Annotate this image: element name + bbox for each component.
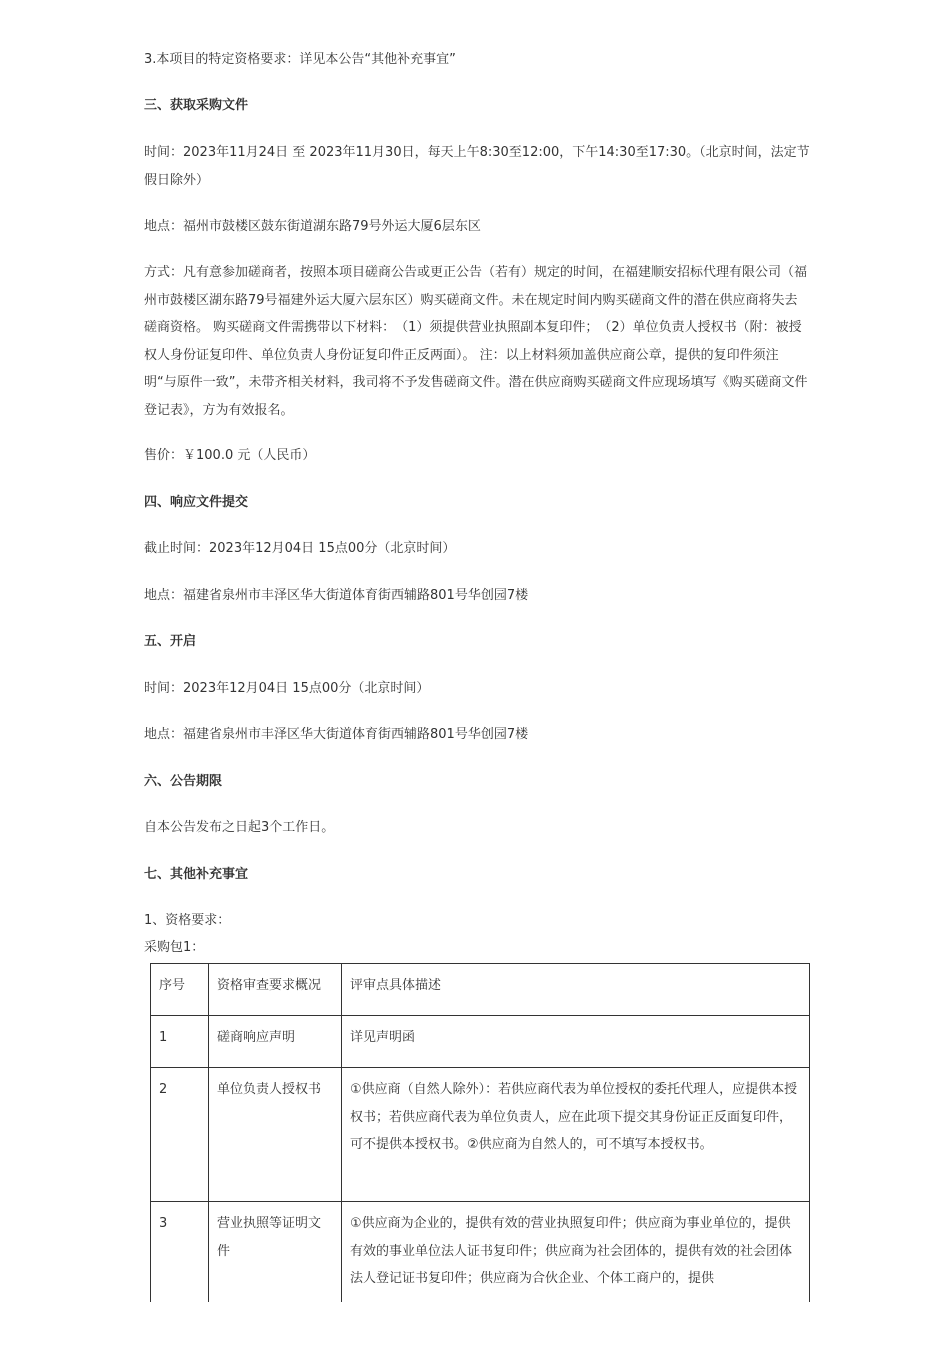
section-4-deadline: 截止时间：2023年12月04日 15点00分（北京时间） (144, 541, 456, 556)
table-cell-no: 3 (151, 1202, 209, 1302)
section-5-heading: 五、开启 (144, 634, 197, 649)
section-3-place: 地点：福州市鼓楼区鼓东街道湖东路79号外运大厦6层东区 (144, 219, 481, 234)
table-cell-item: 磋商响应声明 (209, 1016, 342, 1068)
table-row (151, 1016, 810, 1068)
section-7-heading: 七、其他补充事宜 (144, 867, 249, 882)
section-4-heading: 四、响应文件提交 (144, 495, 249, 510)
table-cell-item: 单位负责人授权书 (209, 1068, 342, 1202)
table-cell-no: 1 (151, 1016, 209, 1068)
table-cell-no: 2 (151, 1068, 209, 1202)
table-header-row (151, 964, 810, 1016)
table-header-cell: 资格审查要求概况 (209, 964, 342, 1016)
table-cell-desc: ①供应商为企业的，提供有效的营业执照复印件；供应商为事业单位的，提供有效的事业单位法人证书复印件；供应商为社会团体的，提供有效的社会团体法人登记证书复印件；供应商为合伙企业、个体工商户的，提供 (342, 1202, 810, 1302)
table-row (151, 1202, 810, 1302)
section-5-place: 地点：福建省泉州市丰泽区华大街道体育街西辅路801号华创园7楼 (144, 727, 529, 742)
table-cell-item: 营业执照等证明文件 (209, 1202, 342, 1302)
section-7-requirement: 1、资格要求： (144, 913, 231, 928)
qualification-table (150, 963, 810, 1302)
qualification-line: 3.本项目的特定资格要求：详见本公告“其他补充事宜” (144, 52, 456, 67)
section-4-place: 地点：福建省泉州市丰泽区华大街道体育街西辅路801号华创园7楼 (144, 588, 529, 603)
table-cell-desc: 详见声明函 (342, 1016, 810, 1068)
table-row (151, 1068, 810, 1202)
section-3-time: 时间：2023年11月24日 至 2023年11月30日，每天上午8:30至12:00，下午14:30至17:30。（北京时间，法定节假日除外） (144, 145, 810, 188)
section-3-method: 方式：凡有意参加磋商者，按照本项目磋商公告或更正公告（若有）规定的时间，在福建顺安招标代理有限公司（福州市鼓楼区湖东路79号福建外运大厦六层东区）购买磋商文件。未在规定时间内购买磋商文件的潜在供应商将失去磋商资格。 购买磋商文件需携带以下材料： （1）须提供营业执照副本复印件； （2）单位负责人授权书（附：被授权人身份证复印件、单位负责人身份证复印件正反两面）。 注：以上材料须加盖供应商公章，提供的复印件须注明“与原件一致”，未带齐相关材料，我司将不予发售磋商文件。潜在供应商购买磋商文件应现场填写《购买磋商文件登记表》，方为有效报名。 (144, 265, 808, 418)
section-3-price: 售价：￥100.0 元（人民币） (144, 448, 316, 463)
section-6-heading: 六、公告期限 (144, 774, 223, 789)
table-header-cell: 序号 (151, 964, 209, 1016)
section-7-package: 采购包1： (144, 940, 205, 955)
table-cell-desc: ①供应商（自然人除外）：若供应商代表为单位授权的委托代理人，应提供本授权书；若供应商代表为单位负责人，应在此项下提交其身份证正反面复印件，可不提供本授权书。②供应商为自然人的，可不填写本授权书。 (342, 1068, 810, 1202)
table-header-cell: 评审点具体描述 (342, 964, 810, 1016)
section-6-text: 自本公告发布之日起3个工作日。 (144, 820, 335, 835)
section-3-heading: 三、获取采购文件 (144, 98, 249, 113)
section-5-time: 时间：2023年12月04日 15点00分（北京时间） (144, 681, 430, 696)
